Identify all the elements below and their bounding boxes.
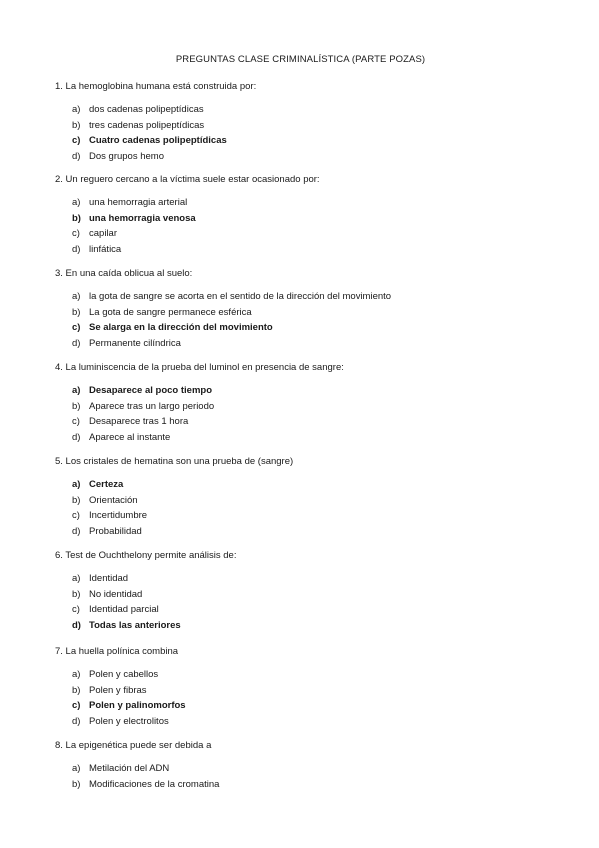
option-letter: b) bbox=[72, 684, 81, 696]
question-7 bbox=[55, 645, 555, 730]
option-label: Todas las anteriores bbox=[89, 620, 181, 632]
option-label: Se alarga en la dirección del movimiento bbox=[89, 322, 273, 334]
question-text: 3. En una caída oblicua al suelo: bbox=[55, 268, 193, 279]
option-label: Identidad parcial bbox=[89, 604, 159, 616]
option-letter: b) bbox=[72, 306, 81, 318]
option-letter: a) bbox=[72, 197, 81, 208]
question-2 bbox=[55, 173, 555, 258]
option-letter: a) bbox=[72, 479, 81, 490]
question-text: 8. La epigenética puede ser debida a bbox=[55, 740, 212, 751]
question-text: 7. La huella polínica combina bbox=[55, 646, 179, 657]
question-text: 2. Un reguero cercano a la víctima suele estar ocasionado por: bbox=[55, 174, 320, 185]
option-label: Certeza bbox=[89, 479, 124, 490]
option-d bbox=[55, 336, 555, 352]
option-label: Dos grupos hemo bbox=[89, 151, 164, 163]
option-letter: d) bbox=[72, 244, 81, 256]
option-letter: d) bbox=[72, 620, 81, 632]
option-letter: a) bbox=[72, 385, 81, 396]
option-label: Permanente cilíndrica bbox=[89, 338, 181, 350]
option-b bbox=[55, 587, 555, 603]
option-label: Metilación del ADN bbox=[89, 763, 170, 774]
option-c-correct bbox=[55, 320, 555, 336]
question-3 bbox=[55, 267, 555, 352]
option-letter: b) bbox=[72, 494, 81, 506]
option-c-correct bbox=[55, 698, 555, 714]
option-c-correct bbox=[55, 133, 555, 149]
option-label: la gota de sangre se acorta en el sentido de la dirección del movimiento bbox=[89, 291, 392, 302]
question-text: 6. Test de Ouchthelony permite análisis de: bbox=[55, 550, 237, 561]
option-label: Probabilidad bbox=[89, 526, 142, 538]
option-letter: d) bbox=[72, 151, 81, 163]
options-list bbox=[55, 289, 555, 352]
options-list bbox=[55, 102, 555, 165]
option-label: Polen y electrolitos bbox=[89, 716, 169, 728]
option-label: Orientación bbox=[89, 494, 138, 506]
question-text: 4. La luminiscencia de la prueba del luminol en presencia de sangre: bbox=[55, 362, 344, 373]
option-label: una hemorragia arterial bbox=[89, 197, 188, 208]
options-list bbox=[55, 477, 555, 540]
option-letter: a) bbox=[72, 573, 81, 584]
option-letter: d) bbox=[72, 716, 81, 728]
option-letter: c) bbox=[72, 700, 81, 712]
option-label: Incertidumbre bbox=[89, 510, 148, 522]
option-letter: c) bbox=[72, 510, 80, 522]
option-b bbox=[55, 683, 555, 699]
option-letter: c) bbox=[72, 228, 80, 240]
option-letter: b) bbox=[72, 400, 81, 412]
option-letter: d) bbox=[72, 338, 81, 350]
option-b bbox=[55, 118, 555, 134]
option-letter: b) bbox=[72, 778, 81, 790]
question-6 bbox=[55, 549, 555, 634]
option-letter: a) bbox=[72, 763, 81, 774]
option-label: Modificaciones de la cromatina bbox=[89, 778, 220, 790]
option-label: dos cadenas polipeptídicas bbox=[89, 104, 204, 115]
option-letter: c) bbox=[72, 322, 81, 334]
option-b bbox=[55, 305, 555, 321]
option-a-correct bbox=[55, 383, 555, 399]
option-label: Aparece tras un largo periodo bbox=[89, 400, 215, 412]
question-5 bbox=[55, 455, 555, 540]
option-label: No identidad bbox=[89, 588, 143, 600]
option-label: Polen y fibras bbox=[89, 684, 147, 696]
option-label: Polen y cabellos bbox=[89, 669, 159, 680]
options-list bbox=[55, 383, 555, 446]
option-letter: a) bbox=[72, 669, 81, 680]
option-label: tres cadenas polipeptídicas bbox=[89, 119, 205, 131]
option-b-correct bbox=[55, 211, 555, 227]
option-a bbox=[55, 102, 555, 118]
option-d bbox=[55, 524, 555, 540]
option-letter: b) bbox=[72, 119, 81, 131]
option-letter: b) bbox=[72, 588, 81, 600]
option-a-correct bbox=[55, 477, 555, 493]
option-letter: c) bbox=[72, 604, 80, 616]
question-1 bbox=[55, 80, 555, 165]
option-b bbox=[55, 399, 555, 415]
document-title: PREGUNTAS CLASE CRIMINALÍSTICA (PARTE POZAS) bbox=[175, 54, 426, 65]
option-label: Desaparece al poco tiempo bbox=[89, 385, 213, 396]
option-a bbox=[55, 289, 555, 305]
option-d bbox=[55, 149, 555, 165]
option-letter: d) bbox=[72, 432, 81, 444]
option-letter: a) bbox=[72, 104, 81, 115]
option-letter: b) bbox=[72, 212, 81, 224]
option-label: Cuatro cadenas polipeptídicas bbox=[89, 135, 227, 147]
option-a bbox=[55, 667, 555, 683]
option-d bbox=[55, 242, 555, 258]
option-label: Aparece al instante bbox=[89, 432, 171, 444]
option-label: Identidad bbox=[89, 573, 129, 584]
question-text: 5. Los cristales de hematina son una prueba de (sangre) bbox=[55, 456, 294, 467]
option-letter: c) bbox=[72, 135, 81, 147]
question-text: 1. La hemoglobina humana está construida por: bbox=[55, 81, 257, 92]
option-a bbox=[55, 571, 555, 587]
option-c bbox=[55, 226, 555, 242]
option-b bbox=[55, 777, 555, 793]
option-c bbox=[55, 414, 555, 430]
option-label: capilar bbox=[89, 228, 117, 240]
options-list bbox=[55, 195, 555, 258]
question-4 bbox=[55, 361, 555, 446]
option-letter: d) bbox=[72, 526, 81, 538]
option-a bbox=[55, 195, 555, 211]
option-c bbox=[55, 602, 555, 618]
option-label: La gota de sangre permanece esférica bbox=[89, 306, 252, 318]
option-label: Desaparece tras 1 hora bbox=[89, 416, 189, 428]
option-a bbox=[55, 761, 555, 777]
option-letter: c) bbox=[72, 416, 80, 428]
options-list bbox=[55, 667, 555, 730]
option-label: Polen y palinomorfos bbox=[89, 700, 186, 712]
option-d-correct bbox=[55, 618, 555, 634]
option-d bbox=[55, 430, 555, 446]
options-list bbox=[55, 761, 555, 792]
option-label: linfática bbox=[89, 244, 122, 256]
option-label: una hemorragia venosa bbox=[89, 212, 196, 224]
question-8 bbox=[55, 739, 555, 792]
option-b bbox=[55, 493, 555, 509]
options-list bbox=[55, 571, 555, 634]
option-letter: a) bbox=[72, 291, 81, 302]
option-d bbox=[55, 714, 555, 730]
option-c bbox=[55, 508, 555, 524]
